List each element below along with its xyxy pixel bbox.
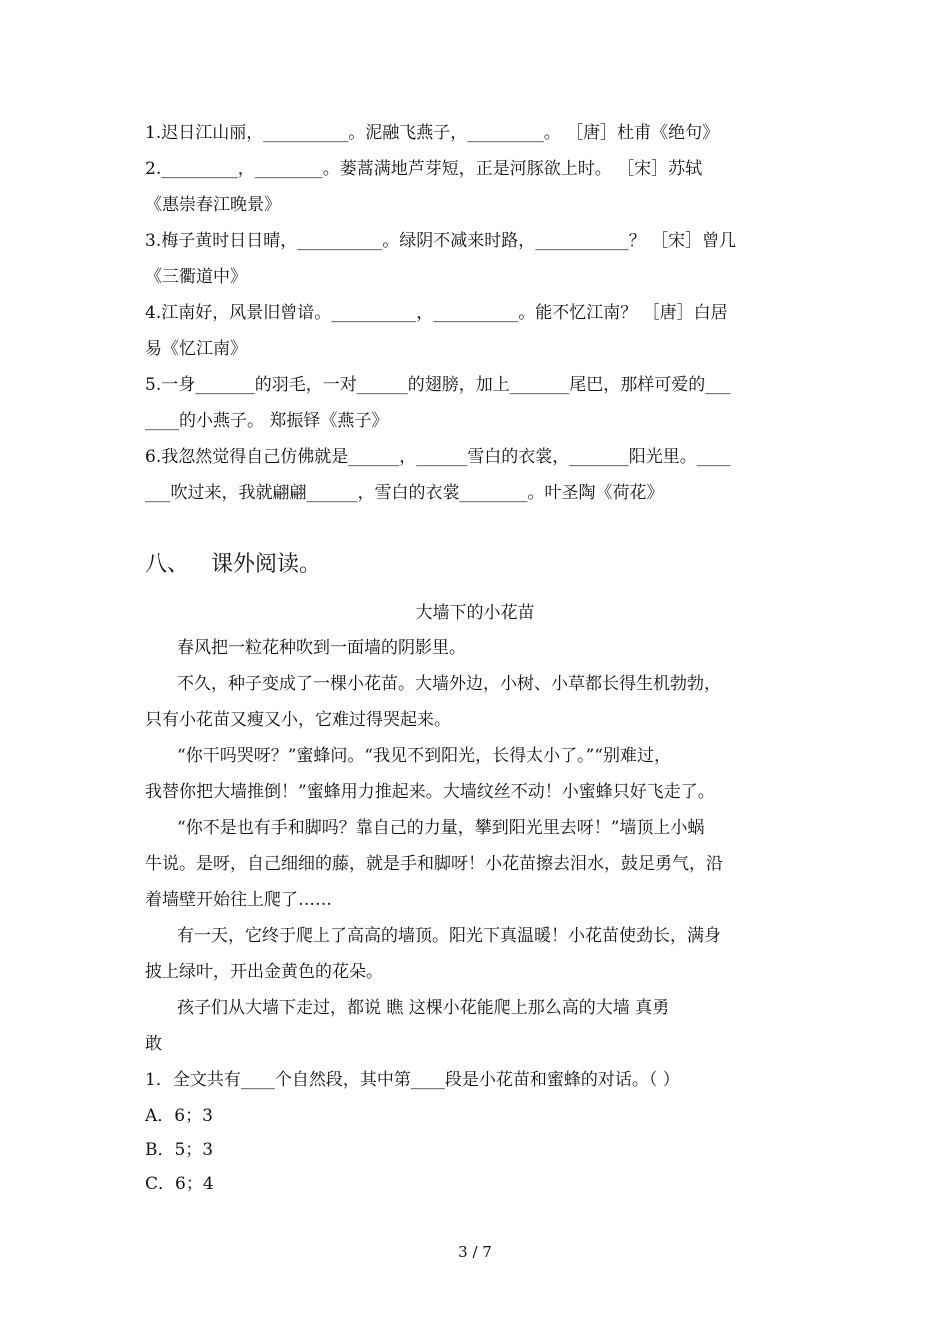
poem-6-line-1: 6.我忽然觉得自己仿佛就是______，______雪白的衣裳，_______阳光里。____: [145, 447, 731, 467]
poem-5-line-1: 5.一身_______的羽毛，一对______的翅膀，加上_______尾巴，那样可爱的___: [145, 375, 731, 395]
paragraph-5-line-2: 披上绿叶，开出金黄色的花朵。: [145, 962, 383, 982]
paragraph-3-line-2: 我替你把大墙推倒！”蜜蜂用力推起来。大墙纹丝不动！小蜜蜂只好飞走了。: [145, 782, 715, 802]
section-number: 八、: [145, 552, 190, 577]
option-c: C．6；4: [145, 1174, 214, 1194]
paragraph-4-line-3: 着墙壁开始往上爬了……: [145, 890, 332, 910]
paragraph-4-line-1: “你不是也有手和脚吗？靠自己的力量，攀到阳光里去呀！”墙顶上小蜗: [177, 818, 705, 838]
section-title: 课外阅读。: [211, 552, 322, 577]
poem-4-line-2: 易《忆江南》: [145, 339, 247, 359]
page-number: 3 / 7: [458, 1243, 492, 1261]
option-b: B．5；3: [145, 1140, 214, 1160]
option-a: A．6；3: [145, 1106, 213, 1126]
poem-3-line-1: 3.梅子黄时日日晴，__________。绿阴不减来时路，___________？ ［宋］曾几: [145, 231, 737, 251]
poem-5-line-2: ____的小燕子。 郑振铎《燕子》: [145, 411, 389, 431]
paragraph-6-line-2: 敢: [145, 1034, 162, 1054]
paragraph-6-line-1: 孩子们从大墙下走过，都说 瞧 这棵小花能爬上那么高的大墙 真勇: [177, 998, 670, 1018]
poem-1-line-1: 1.迟日江山丽，__________。泥融飞燕子，_________。 ［唐］杜甫《绝句》: [145, 123, 720, 143]
paragraph-3-line-1: “你干吗哭呀？”蜜蜂问。“我见不到阳光，长得太小了。”“别难过，: [177, 746, 671, 766]
poem-6-line-2: ___吹过来，我就翩翩______，雪白的衣裳________。叶圣陶《荷花》: [145, 483, 664, 503]
section-heading: [145, 549, 321, 581]
paragraph-4-line-2: 牛说。是呀，自己细细的藤，就是手和脚呀！小花苗擦去泪水，鼓足勇气，沿: [145, 854, 723, 874]
poem-2-line-1: 2._________，________。蒌蒿满地芦芽短，正是河豚欲上时。 ［宋］苏轼: [145, 159, 703, 179]
article-title: 大墙下的小花苗: [415, 603, 535, 623]
poem-4-line-1: 4.江南好，风景旧曾谙。__________，__________。能不忆江南？ ［唐］白居: [145, 303, 728, 323]
paragraph-5-line-1: 有一天，它终于爬上了高高的墙顶。阳光下真温暖！小花苗使劲长，满身: [177, 926, 721, 946]
question-stem: 1．全文共有____个自然段，其中第____段是小花苗和蜜蜂的对话。（ ）: [145, 1070, 680, 1090]
paragraph-1-line-1: 春风把一粒花种吹到一面墙的阴影里。: [177, 638, 466, 658]
paragraph-2-line-1: 不久，种子变成了一棵小花苗。大墙外边，小树、小草都长得生机勃勃，: [177, 674, 721, 694]
poem-2-line-2: 《惠崇春江晚景》: [145, 195, 281, 215]
paragraph-2-line-2: 只有小花苗又瘦又小，它难过得哭起来。: [145, 710, 451, 730]
poem-3-line-2: 《三衢道中》: [145, 267, 247, 287]
